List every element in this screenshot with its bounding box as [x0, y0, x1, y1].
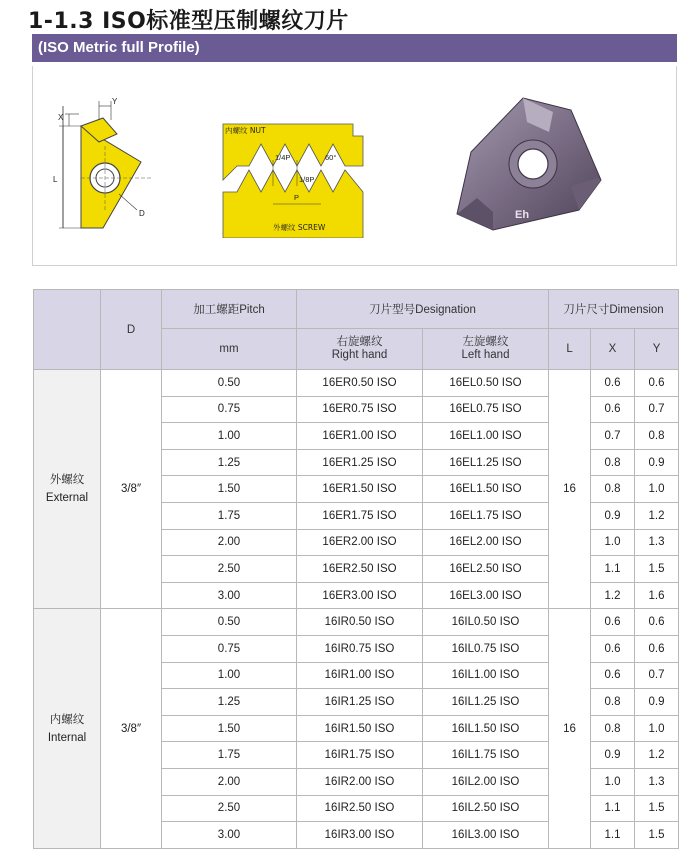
left-hand-cell: 16IL0.50 ISO: [423, 609, 549, 636]
insert-mark: Eh: [515, 209, 530, 221]
right-hand-cell: 16ER2.50 ISO: [297, 556, 423, 583]
header-left-en: Left hand: [461, 349, 510, 361]
left-hand-cell: 16EL1.50 ISO: [423, 476, 549, 503]
group-label-cn: 外螺纹: [49, 474, 85, 487]
right-hand-cell: 16ER3.00 ISO: [297, 582, 423, 609]
left-hand-cell: 16IL1.00 ISO: [423, 662, 549, 689]
pitch-cell: 2.50: [162, 795, 297, 822]
group-label-cn: 内螺纹: [49, 713, 85, 726]
left-hand-cell: 16EL2.00 ISO: [423, 529, 549, 556]
left-hand-cell: 16IL3.00 ISO: [423, 822, 549, 849]
right-hand-cell: 16IR2.50 ISO: [297, 795, 423, 822]
y-cell: 1.6: [635, 582, 679, 609]
left-hand-cell: 16EL0.50 ISO: [423, 370, 549, 397]
y-cell: 1.3: [635, 768, 679, 795]
header-right-hand: [297, 329, 423, 370]
header-pitch: 加工螺距Pitch: [162, 290, 297, 329]
y-cell: 1.2: [635, 742, 679, 769]
x-cell: 0.6: [591, 370, 635, 397]
x-cell: 0.6: [591, 396, 635, 423]
y-cell: 0.6: [635, 635, 679, 662]
group-label-en: Internal: [47, 731, 87, 744]
section-banner: (ISO Metric full Profile): [32, 34, 677, 62]
header-d: D: [101, 290, 162, 370]
label-nut: 内螺纹 NUT: [225, 126, 266, 135]
insert-dimension-drawing: [41, 96, 171, 246]
pitch-cell: 3.00: [162, 582, 297, 609]
pitch-cell: 1.75: [162, 502, 297, 529]
label-pitch: P: [294, 193, 300, 202]
pitch-cell: 0.75: [162, 635, 297, 662]
pitch-cell: 3.00: [162, 822, 297, 849]
x-cell: 0.8: [591, 689, 635, 716]
header-pitch-unit: mm: [162, 329, 297, 370]
pitch-cell: 1.25: [162, 689, 297, 716]
x-cell: 0.8: [591, 449, 635, 476]
spec-table-body: [34, 370, 679, 849]
group-l: 16: [549, 609, 591, 848]
x-cell: 1.0: [591, 529, 635, 556]
right-hand-cell: 16ER0.50 ISO: [297, 370, 423, 397]
right-hand-cell: 16IR1.75 ISO: [297, 742, 423, 769]
x-cell: 1.2: [591, 582, 635, 609]
label-quarter-pitch: 1/4P: [275, 153, 291, 162]
y-cell: 1.5: [635, 822, 679, 849]
header-left-hand: [423, 329, 549, 370]
right-hand-cell: 16ER1.25 ISO: [297, 449, 423, 476]
table-row: [34, 609, 679, 636]
right-hand-cell: 16IR1.00 ISO: [297, 662, 423, 689]
y-cell: 1.5: [635, 556, 679, 583]
pitch-cell: 1.00: [162, 423, 297, 450]
y-cell: 0.6: [635, 370, 679, 397]
left-hand-cell: 16IL2.00 ISO: [423, 768, 549, 795]
header-x: X: [591, 329, 635, 370]
x-cell: 0.9: [591, 742, 635, 769]
right-hand-cell: 16ER0.75 ISO: [297, 396, 423, 423]
right-hand-cell: 16IR1.25 ISO: [297, 689, 423, 716]
y-cell: 1.5: [635, 795, 679, 822]
x-cell: 0.9: [591, 502, 635, 529]
label-x: X: [58, 113, 64, 122]
right-hand-cell: 16ER2.00 ISO: [297, 529, 423, 556]
y-cell: 1.0: [635, 476, 679, 503]
label-l: L: [53, 175, 58, 184]
x-cell: 1.1: [591, 822, 635, 849]
pitch-cell: 1.00: [162, 662, 297, 689]
left-hand-cell: 16IL0.75 ISO: [423, 635, 549, 662]
right-hand-cell: 16IR2.00 ISO: [297, 768, 423, 795]
x-cell: 0.7: [591, 423, 635, 450]
thread-profile-diagram: [221, 122, 365, 238]
left-hand-cell: 16IL1.75 ISO: [423, 742, 549, 769]
y-cell: 0.7: [635, 662, 679, 689]
left-hand-cell: 16EL1.00 ISO: [423, 423, 549, 450]
group-l: 16: [549, 370, 591, 609]
header-designation: 刀片型号Designation: [297, 290, 549, 329]
y-cell: 1.3: [635, 529, 679, 556]
right-hand-cell: 16ER1.75 ISO: [297, 502, 423, 529]
insert-photo: [453, 94, 603, 234]
group-label: [34, 370, 101, 609]
x-cell: 0.6: [591, 662, 635, 689]
pitch-cell: 2.00: [162, 529, 297, 556]
header-group: [34, 290, 101, 370]
x-cell: 0.8: [591, 715, 635, 742]
y-cell: 0.8: [635, 423, 679, 450]
right-hand-cell: 16IR0.75 ISO: [297, 635, 423, 662]
left-hand-cell: 16IL1.25 ISO: [423, 689, 549, 716]
figure-panel: [32, 66, 677, 266]
pitch-cell: 1.25: [162, 449, 297, 476]
left-hand-cell: 16EL2.50 ISO: [423, 556, 549, 583]
label-d: D: [139, 209, 145, 218]
header-right-cn: 右旋螺纹: [336, 336, 383, 348]
left-hand-cell: 16IL2.50 ISO: [423, 795, 549, 822]
spec-table: [33, 289, 679, 849]
right-hand-cell: 16ER1.50 ISO: [297, 476, 423, 503]
pitch-cell: 2.50: [162, 556, 297, 583]
label-eighth-pitch: 1/8P: [299, 175, 315, 184]
pitch-cell: 2.00: [162, 768, 297, 795]
y-cell: 0.9: [635, 449, 679, 476]
x-cell: 0.6: [591, 635, 635, 662]
group-d: 3/8″: [101, 609, 162, 848]
pitch-cell: 1.50: [162, 715, 297, 742]
y-cell: 0.6: [635, 609, 679, 636]
pitch-cell: 0.50: [162, 370, 297, 397]
left-hand-cell: 16EL3.00 ISO: [423, 582, 549, 609]
y-cell: 0.9: [635, 689, 679, 716]
x-cell: 0.8: [591, 476, 635, 503]
pitch-cell: 1.50: [162, 476, 297, 503]
left-hand-cell: 16EL0.75 ISO: [423, 396, 549, 423]
left-hand-cell: 16EL1.75 ISO: [423, 502, 549, 529]
x-cell: 1.1: [591, 556, 635, 583]
pitch-cell: 1.75: [162, 742, 297, 769]
header-right-en: Right hand: [331, 349, 388, 361]
x-cell: 1.1: [591, 795, 635, 822]
table-row: [34, 370, 679, 397]
group-label-en: External: [45, 492, 89, 505]
right-hand-cell: 16ER1.00 ISO: [297, 423, 423, 450]
group-label: [34, 609, 101, 848]
left-hand-cell: 16IL1.50 ISO: [423, 715, 549, 742]
page-title: 1-1.3 ISO标准型压制螺纹刀片: [28, 9, 349, 34]
y-cell: 1.2: [635, 502, 679, 529]
header-l: L: [549, 329, 591, 370]
header-dimension: 刀片尺寸Dimension: [549, 290, 679, 329]
header-left-cn: 左旋螺纹: [462, 336, 509, 348]
y-cell: 0.7: [635, 396, 679, 423]
header-y: Y: [635, 329, 679, 370]
x-cell: 0.6: [591, 609, 635, 636]
pitch-cell: 0.75: [162, 396, 297, 423]
group-d: 3/8″: [101, 370, 162, 609]
x-cell: 1.0: [591, 768, 635, 795]
y-cell: 1.0: [635, 715, 679, 742]
label-y: Y: [112, 97, 118, 106]
left-hand-cell: 16EL1.25 ISO: [423, 449, 549, 476]
label-screw: 外螺纹 SCREW: [273, 223, 326, 232]
right-hand-cell: 16IR1.50 ISO: [297, 715, 423, 742]
pitch-cell: 0.50: [162, 609, 297, 636]
right-hand-cell: 16IR3.00 ISO: [297, 822, 423, 849]
right-hand-cell: 16IR0.50 ISO: [297, 609, 423, 636]
label-angle: 60°: [325, 153, 337, 162]
